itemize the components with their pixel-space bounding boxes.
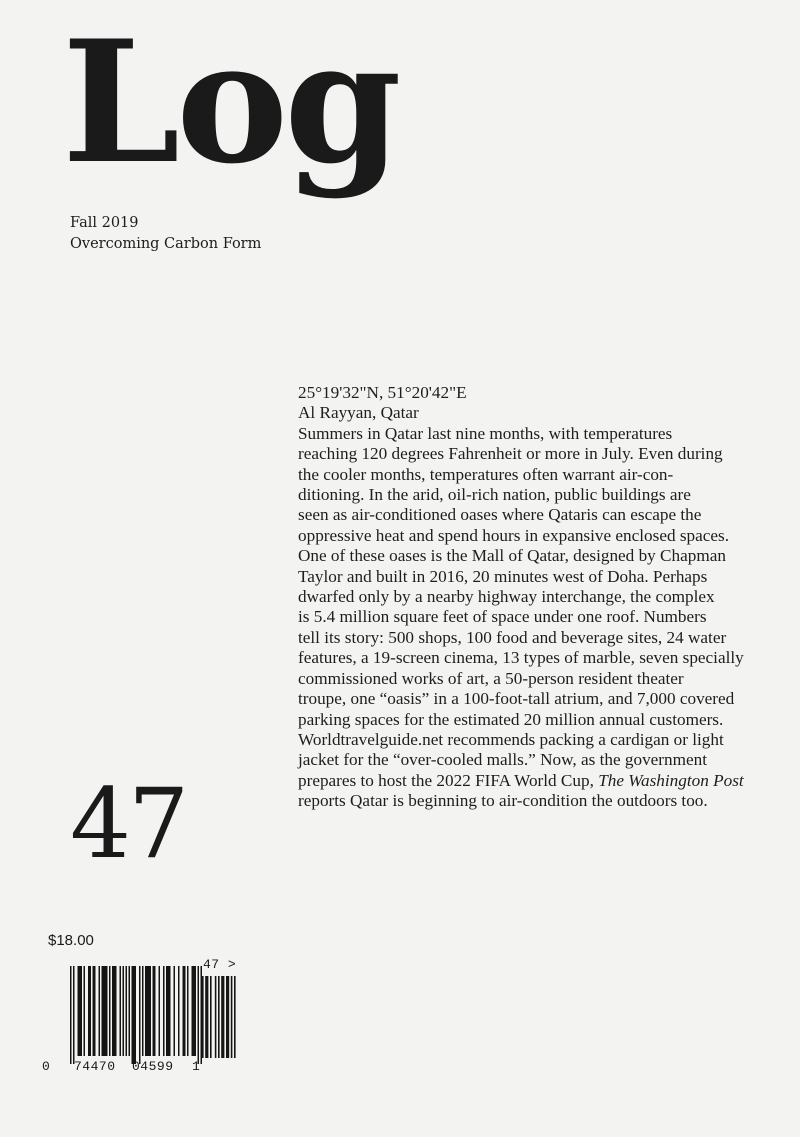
masthead-title: Log: [62, 3, 398, 201]
essay-line: parking spaces for the estimated 20 million annual customers.: [298, 709, 724, 729]
essay-line: commissioned works of art, a 50-person resident theater: [298, 668, 684, 688]
essay-line: Taylor and built in 2016, 20 minutes west of Doha. Perhaps: [298, 566, 708, 586]
essay-line: dwarfed only by a nearby highway interchange, the complex: [298, 587, 715, 607]
essay-line: reports Qatar is beginning to air-condition the outdoors too.: [298, 791, 708, 811]
barcode: [40, 957, 240, 1080]
edition-season: Fall 2019: [70, 215, 139, 231]
edition-theme: Overcoming Carbon Form: [70, 236, 262, 252]
essay-line: seen as air-conditioned oases where Qataris can escape the: [298, 505, 702, 525]
essay-line: ditioning. In the arid, oil-rich nation, public buildings are: [298, 485, 691, 505]
essay-coordinates: 25°19'32"N, 51°20'42"E: [298, 383, 467, 402]
essay-line: tell its story: 500 shops, 100 food and beverage sites, 24 water: [298, 627, 727, 647]
barcode-addon-bars-icon: [200, 976, 242, 1058]
essay-line: troupe, one “oasis” in a 100-foot-tall atrium, and 7,000 covered: [298, 689, 735, 709]
essay-location: Al Rayyan, Qatar: [298, 403, 419, 423]
essay-line: Worldtravelguide.net recommends packing a cardigan or light: [298, 729, 724, 749]
essay-line: features, a 19-screen cinema, 13 types of marble, seven specially: [298, 648, 744, 668]
essay-line-text: prepares to host the 2022 FIFA World Cup,: [298, 770, 594, 790]
barcode-right-group: 04599: [132, 1059, 174, 1074]
barcode-check-digit: 1: [192, 1059, 201, 1074]
essay-line: is 5.4 million square feet of space under one roof. Numbers: [298, 607, 707, 627]
essay-line: One of these oases is the Mall of Qatar, designed by Chapman: [298, 546, 726, 566]
publication-name: The Washington Post: [598, 770, 744, 790]
essay-line: oppressive heat and spend hours in expansive enclosed spaces.: [298, 525, 729, 545]
barcode-addon-digits: 47 >: [203, 957, 237, 972]
essay-line: Summers in Qatar last nine months, with temperatures: [298, 423, 673, 443]
essay-line: [298, 771, 768, 791]
essay-line: reaching 120 degrees Fahrenheit or more in July. Even during: [298, 444, 723, 464]
barcode-left-group: 74470: [74, 1059, 116, 1074]
issue-number: 47: [70, 768, 187, 880]
barcode-first-digit: 0: [42, 1059, 51, 1074]
essay-line: jacket for the “over-cooled malls.” Now, as the government: [298, 750, 707, 770]
essay-line: the cooler months, temperatures often warrant air-con-: [298, 464, 674, 484]
edition-info: [70, 213, 261, 255]
cover-price: $18.00: [48, 932, 94, 949]
cover-essay: [298, 383, 768, 812]
